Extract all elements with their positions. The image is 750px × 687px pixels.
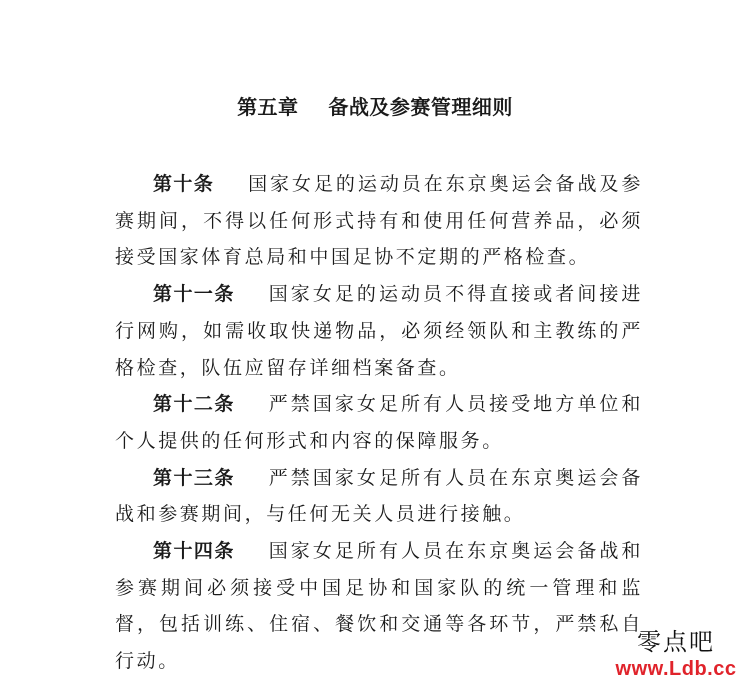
article-number: 第十二条	[153, 393, 235, 416]
article-11	[115, 276, 643, 386]
article-10	[115, 166, 643, 276]
chapter-title: 第五章 备战及参赛管理细则	[237, 95, 513, 119]
article-14	[115, 533, 643, 680]
article-number: 第十一条	[153, 283, 235, 306]
article-text: 国家女足所有人员在东京奥运会备战和参赛期间必须接受中国足协和国家队的统一管理和监督，包括训练、住宿、餐饮和交通等各环节，严禁私自行动。	[115, 540, 643, 673]
article-12	[115, 386, 643, 459]
article-text: 国家女足的运动员在东京奥运会备战及参赛期间，不得以任何形式持有和使用任何营养品，必须接受国家体育总局和中国足协不定期的严格检查。	[115, 173, 643, 269]
article-list	[115, 166, 643, 680]
article-13	[115, 460, 643, 533]
article-text: 严禁国家女足所有人员在东京奥运会备战和参赛期间，与任何无关人员进行接触。	[115, 466, 643, 526]
site-watermark	[610, 627, 742, 681]
article-text: 国家女足的运动员不得直接或者间接进行网购，如需收取快递物品，必须经领队和主教练的严格检查，队伍应留存详细档案备查。	[115, 283, 643, 379]
article-number: 第十三条	[153, 466, 235, 489]
watermark-title: 零点吧	[637, 628, 715, 656]
article-number: 第十四条	[153, 540, 235, 563]
article-number: 第十条	[153, 173, 215, 195]
watermark-url: www.Ldb.cc	[615, 658, 737, 680]
article-text: 严禁国家女足所有人员接受地方单位和个人提供的任何形式和内容的保障服务。	[115, 393, 643, 452]
